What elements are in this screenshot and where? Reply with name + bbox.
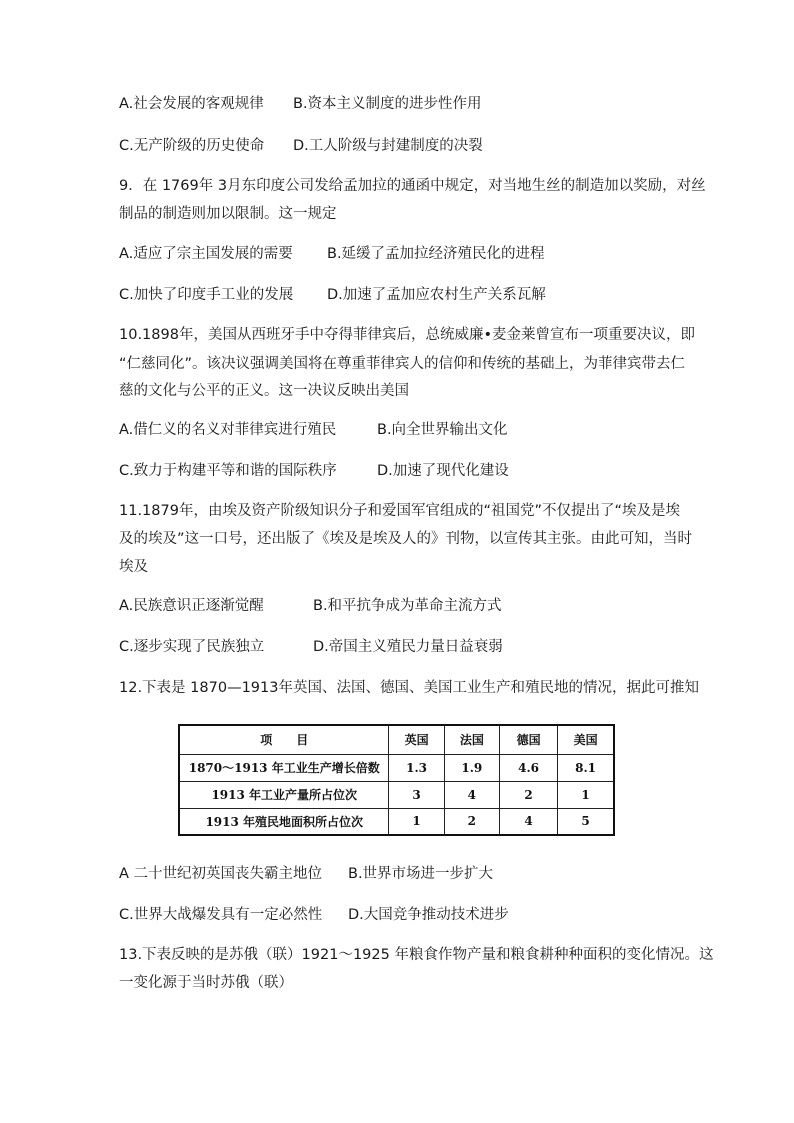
- table-cell: 3: [389, 781, 444, 808]
- q10-option-c: C.致力于构建平等和谐的国际秩序: [119, 463, 337, 479]
- table-header-cell: 英国: [389, 725, 444, 754]
- table-cell: 1913 年殖民地面积所占位次: [179, 808, 389, 835]
- table-header-cell: 项 目: [179, 725, 389, 754]
- q8-options-row-1: [119, 94, 482, 114]
- q13-stem-line-1: 13.下表反映的是苏俄（联）1921～1925 年粮食作物产量和粮食耕种种面积的变化情况。这: [119, 947, 714, 963]
- q12-options-row-1: [119, 864, 494, 884]
- table-header-row: [179, 725, 614, 754]
- q8-options-row-2: [119, 136, 483, 156]
- q8-option-c: C.无产阶级的历史使命: [119, 138, 265, 154]
- table-cell: 8.1: [558, 754, 614, 781]
- industry-colony-table: [178, 724, 615, 836]
- q11-option-c: C.逐步实现了民族独立: [119, 639, 265, 655]
- q11-option-d: D.帝国主义殖民力量日益衰弱: [313, 639, 503, 655]
- q10-option-a: A.借仁义的名义对菲律宾进行殖民: [119, 422, 337, 438]
- table-cell: 1913 年工业产量所占位次: [179, 781, 389, 808]
- table-cell: 1: [558, 781, 614, 808]
- q12-option-c: C.世界大战爆发具有一定必然性: [119, 907, 323, 923]
- q11-stem-line-1: 11.1879年，由埃及资产阶级知识分子和爱国军官组成的“祖国党”不仅提出了“埃及是埃: [119, 503, 680, 519]
- q9-stem-line-1: 9．在 1769年 3月东印度公司发给孟加拉的通函中规定，对当地生丝的制造加以奖励，对丝: [119, 178, 706, 194]
- table-cell: 4.6: [499, 754, 557, 781]
- table-header-cell: 美国: [558, 725, 614, 754]
- q9-option-a: A.适应了宗主国发展的需要: [119, 246, 293, 262]
- q10-stem-line-3: 慈的文化与公平的正义。这一决议反映出美国: [119, 383, 409, 399]
- q12-option-a: A 二十世纪初英国丧失霸主地位: [119, 866, 323, 882]
- q12-option-b: B.世界市场进一步扩大: [348, 866, 494, 882]
- q10-options-row-2: [119, 461, 509, 481]
- table-row: [179, 754, 614, 781]
- q11-option-b: B.和平抗争成为革命主流方式: [313, 598, 502, 614]
- q10-option-d: D.加速了现代化建设: [377, 463, 509, 479]
- table-cell: 2: [444, 808, 499, 835]
- table-cell: 5: [558, 808, 614, 835]
- q11-options-row-1: [119, 596, 502, 616]
- q11-option-a: A.民族意识正逐渐觉醒: [119, 598, 264, 614]
- q9-option-d: D.加速了孟加应农村生产关系瓦解: [327, 287, 546, 303]
- table-header-cell: 法国: [444, 725, 499, 754]
- table-row: [179, 781, 614, 808]
- q8-option-b: B.资本主义制度的进步性作用: [293, 96, 482, 112]
- q12-options-row-2: [119, 905, 509, 925]
- table-row: [179, 808, 614, 835]
- table-cell: 1: [389, 808, 444, 835]
- q9-stem-line-2: 制品的制造则加以限制。这一规定: [119, 206, 337, 222]
- table-cell: 4: [499, 808, 557, 835]
- q12-stem-line-1: 12.下表是 1870—1913年英国、法国、德国、美国工业生产和殖民地的情况，据此可推知: [119, 680, 699, 696]
- table-cell: 4: [444, 781, 499, 808]
- q11-options-row-2: [119, 637, 503, 657]
- q8-option-d: D.工人阶级与封建制度的决裂: [293, 138, 483, 154]
- q12-option-d: D.大国竞争推动技术进步: [348, 907, 509, 923]
- q8-option-a: A.社会发展的客观规律: [119, 96, 264, 112]
- table-cell: 1.9: [444, 754, 499, 781]
- q9-option-c: C.加快了印度手工业的发展: [119, 287, 294, 303]
- q9-options-row-2: [119, 285, 546, 305]
- table-cell: 1.3: [389, 754, 444, 781]
- q10-stem-line-1: 10.1898年，美国从西班牙手中夺得菲律宾后，总统威廉•麦金莱曾宣布一项重要决议，即: [119, 327, 696, 343]
- q10-options-row-1: [119, 420, 508, 440]
- table-cell: 2: [499, 781, 557, 808]
- q10-stem-line-2: “仁慈同化”。该决议强调美国将在尊重菲律宾人的信仰和传统的基础上，为菲律宾带去仁: [119, 356, 686, 372]
- q11-stem-line-3: 埃及: [119, 559, 148, 575]
- q10-option-b: B.向全世界输出文化: [377, 422, 508, 438]
- table-header-cell: 德国: [499, 725, 557, 754]
- q9-options-row-1: [119, 244, 545, 264]
- q11-stem-line-2: 及的埃及”这一口号，还出版了《埃及是埃及人的》刊物，以宣传其主张。由此可知，当时: [119, 531, 693, 547]
- q9-option-b: B.延缓了孟加拉经济殖民化的进程: [327, 246, 545, 262]
- q13-stem-line-2: 一变化源于当时苏俄（联）: [119, 975, 293, 991]
- table-cell: 1870～1913 年工业生产增长倍数: [179, 754, 389, 781]
